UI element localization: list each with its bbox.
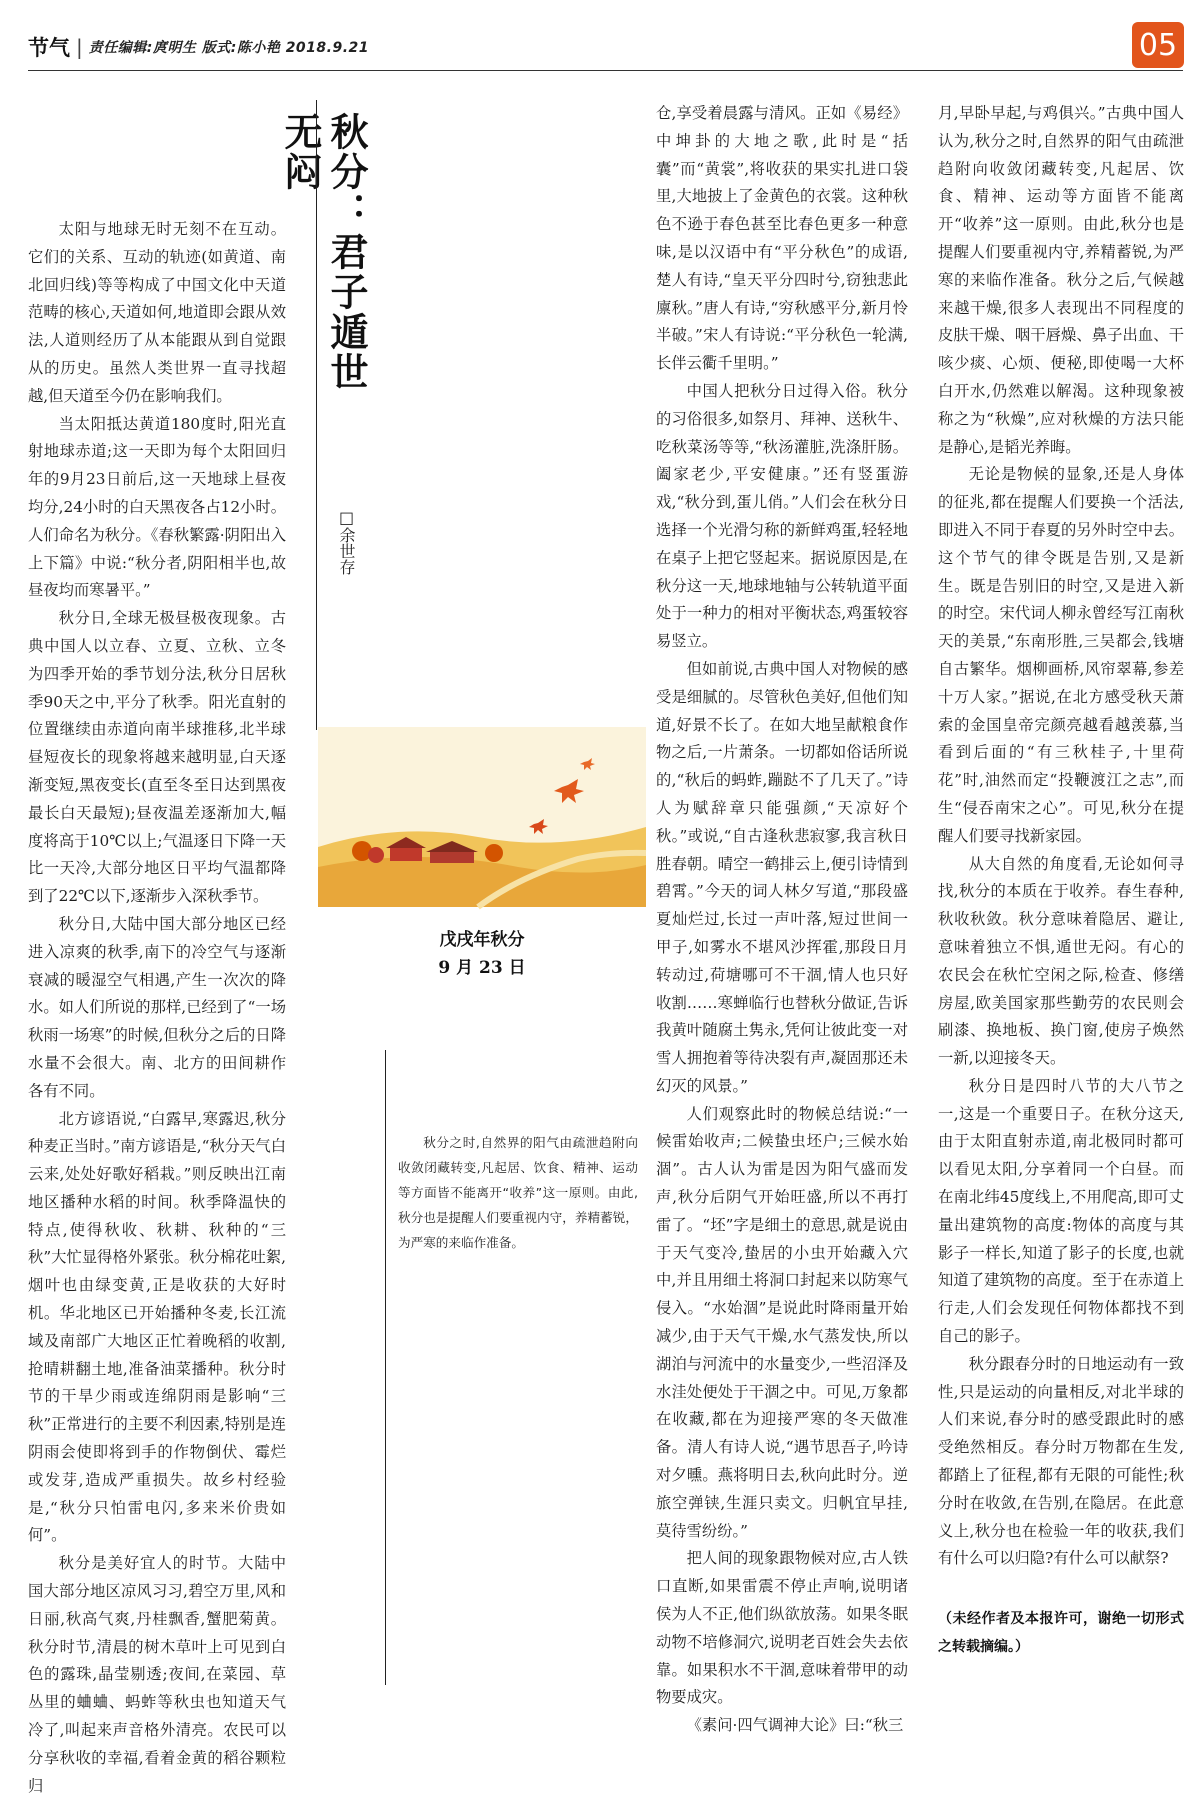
text-column-3 — [656, 100, 908, 1735]
text-column-4 — [938, 100, 1184, 1590]
text-column-1 — [28, 216, 286, 1795]
page-number-badge: 05 — [1132, 22, 1184, 68]
pull-quote-text: 秋分之时,自然界的阳气由疏泄趋附向收敛闭藏转变,凡起居、饮食、精神、运动等方面皆不能离开“收养”这一原则。由此,秋分也是提醒人们要重视内守，养精蓄锐，为严寒的来临作准备。 — [398, 1135, 638, 1250]
paragraph: 无论是物候的显象,还是人身体的征兆,都在提醒人们要换一个活法,即进入不同于春夏的另外时空中去。这个节气的律令既是告别,又是新生。既是告别旧的时空,又是进入新的时空。宋代词人柳永曾经写江南秋天的美景,“东南形胜,三吴都会,钱塘自古繁华。烟柳画桥,风帘翠幕,参差十万人家。”据说,在北方感受秋天萧索的金国皇帝完颜亮越看越羡慕,当看到后面的“有三秋桂子,十里荷花”时,油然而定“投鞭渡江之志”,而生“侵吞南宋之心”。可见,秋分在提醒人们要寻找新家园。 — [938, 465, 1184, 845]
paragraph: 太阳与地球无时无刻不在互动。它们的关系、互动的轨迹(如黄道、南北回归线)等等构成了中国文化中天道范畴的核心,天道如何,地道即会跟从效法,人道则经历了从本能跟从到自觉跟从的历史。虽然人类世界一直寻找超越,但天道至今仍在影响我们。 — [28, 220, 286, 405]
paragraph: 月,早卧早起,与鸡俱兴。”古典中国人认为,秋分之时,自然界的阳气由疏泄趋附向收敛闭藏转变,凡起居、饮食、精神、运动等方面皆不能离开“收养”这一原则。由此,秋分也是提醒人们要重视内守,养精蓄锐,为严寒的来临作准备。秋分之后,气候越来越干燥,很多人表现出不同程度的皮肤干燥、咽干唇燥、鼻子出血、干咳少痰、心烦、便秘,即使喝一大杯白开水,仍然难以解渴。这种现象被称之为“秋燥”,应对秋燥的方法只能是静心,是韬光养晦。 — [938, 104, 1184, 456]
column-divider-left — [316, 100, 317, 730]
paragraph: 中国人把秋分日过得入俗。秋分的习俗很多,如祭月、拜神、送秋牛、吃秋菜汤等等,“秋汤灌脏,洗涤肝肠。阖家老少,平安健康。”还有竖蛋游戏,“秋分到,蛋儿俏。”人们会在秋分日选择一个光滑匀称的新鲜鸡蛋,轻轻地在桌子上把它竖起来。据说原因是,在秋分这一天,地球地轴与公转轨道平面处于一种力的相对平衡状态,鸡蛋较容易竖立。 — [656, 381, 908, 651]
author-byline: □余世存 — [337, 508, 356, 575]
paragraph: 人们观察此时的物候总结说:“一候雷始收声;二候蛰虫坯户;三候水始涸”。古人认为雷是因为阳气盛而发声,秋分后阴气开始旺盛,所以不再打雷了。“坯”字是细土的意思,就是说由于天气变冷,蛰居的小虫开始藏入穴中,并且用细土将洞口封起来以防寒气侵入。“水始涸”是说此时降雨量开始减少,由于天气干燥,水气蒸发快,所以湖泊与河流中的水量变少,一些沼泽及水洼处便处于干涸之中。可见,万象都在收藏,都在为迎接严寒的冬天做准备。清人有诗人说,“遇节思吾子,吟诗对夕曛。燕将明日去,秋向此时分。逆旅空弹铗,生涯只卖文。归帆宜早挂,莫待雪纷纷。” — [656, 1104, 908, 1540]
editor-line: 责任编辑:庹明生 版式:陈小艳 2018.9.21 — [88, 40, 370, 56]
column-divider-lower — [385, 1050, 386, 1685]
autumn-landscape-illustration — [318, 727, 646, 907]
paragraph: 从大自然的角度看,无论如何寻找,秋分的本质在于收养。春生春种,秋收秋敛。秋分意味着隐居、避让,意味着独立不惧,遁世无闷。有心的农民会在秋忙空闲之际,检查、修缮房屋,欧美国家那些勤劳的农民则会刷漆、换地板、换门窗,使房子焕然一新,以迎接冬天。 — [938, 854, 1184, 1068]
paragraph: 《素问·四气调神大论》曰:“秋三 — [686, 1716, 904, 1735]
paragraph: 仓,享受着晨露与清风。正如《易经》中坤卦的大地之歌,此时是“括囊”而“黄裳”,将收获的果实扎进口袋里,大地披上了金黄色的衣裳。这种秋色不逊于春色甚至比春色更多一种意味,是以汉语中有“平分秋色”的成语,楚人有诗,“皇天平分四时兮,窃独悲此廪秋。”唐人有诗,“穷秋感平分,新月怜半破。”宋人有诗说:“平分秋色一轮满,长伴云衢千里明。” — [656, 104, 908, 373]
date-caption — [318, 926, 646, 982]
date-caption-line1: 戊戌年秋分 — [439, 930, 525, 950]
paragraph: 秋分日,全球无极昼极夜现象。古典中国人以立春、立夏、立秋、立冬为四季开始的季节划分法,秋分日居秋季90天之中,平分了秋季。阳光直射的位置继续由赤道向南半球推移,北半球昼短夜长的现象将越来越明显,白天逐渐变短,黑夜变长(直至冬至日达到黑夜最长白天最短);昼夜温差逐渐加大,幅度将高于10℃以上;气温逐日下降一天比一天冷,大部分地区日平均气温都降到了22℃以下,逐渐步入深秋季节。 — [28, 609, 286, 906]
paragraph: 把人间的现象跟物候对应,古人铁口直断,如果雷震不停止声响,说明诸侯为人不正,他们纵欲放荡。如果冬眠动物不培修洞穴,说明老百姓会失去依靠。如果积水不干涸,意味着带甲的动物要成灾。 — [656, 1549, 908, 1707]
page-header — [28, 30, 1128, 64]
paragraph: 当太阳抵达黄道180度时,阳光直射地球赤道;这一天即为每个太阳回归年的9月23日前后,这一天地球上昼夜均分,24小时的白天黑夜各占12小时。人们命名为秋分。《春秋繁露·阴阳出入上下篇》中说:“秋分者,阴阳相半也,故昼夜均而寒暑平。” — [28, 414, 286, 600]
paragraph: 但如前说,古典中国人对物候的感受是细腻的。尽管秋色美好,但他们知道,好景不长了。在如大地呈献粮食作物之后,一片萧条。一切都如俗话所说的,“秋后的蚂蚱,蹦跶不了几天了。”诗人为赋辞章只能强颜,“天凉好个秋。”或说,“自古逢秋悲寂寥,我言秋日胜春朝。晴空一鹤排云上,便引诗情到碧霄。”今天的词人林夕写道,“那段盛夏灿烂过,长过一声叶落,短过世间一甲子,如雾水不堪风沙挥霍,那段日月转动过,荷塘哪可不干涸,情人也只好收割……寒蝉临行也替秋分做证,告诉我黄叶随腐土隽永,凭何让彼此变一对雪人拥抱着等待决裂有声,凝固那还未幻灭的风景。” — [656, 659, 908, 1095]
section-name: 节气 — [28, 36, 70, 60]
paragraph: 秋分跟春分时的日地运动有一致性,只是运动的向量相反,对北半球的人们来说,春分时的感受跟此时的感受绝然相反。春分时万物都在生发,都踏上了征程,都有无限的可能性;秋分时在收敛,在告别,在隐居。在此意义上,秋分也在检验一年的收获,我们有什么可以归隐?有什么可以献祭? — [938, 1354, 1184, 1568]
pull-quote — [398, 1130, 638, 1255]
article-title: 秋分：君子遁世无闷 — [278, 112, 369, 392]
date-caption-line2: 9 月 23 日 — [438, 958, 526, 978]
copyright-notice: （未经作者及本报许可，谢绝一切形式之转载摘编。） — [938, 1611, 1184, 1655]
header-separator: | — [76, 35, 83, 59]
paragraph: 北方谚语说,“白露早,寒露迟,秋分种麦正当时。”南方谚语是,“秋分天气白云来,处处好歌好稻栽。”则反映出江南地区播种水稻的时间。秋季降温快的特点,使得秋收、秋耕、秋种的“三秋”大忙显得格外紧张。秋分棉花吐絮,烟叶也由绿变黄,正是收获的大好时机。华北地区已开始播种冬麦,长江流域及南部广大地区正忙着晚稻的收割,抢晴耕翻土地,准备油菜播种。秋分时节的干旱少雨或连绵阴雨是影响“三秋”正常进行的主要不利因素,特别是连阴雨会使即将到手的作物倒伏、霉烂或发芽,造成严重损失。故乡村经验是,“秋分只怕雷电闪,多来米价贵如何”。 — [28, 1109, 286, 1545]
paragraph: 秋分是美好宜人的时节。大陆中国大部分地区凉风习习,碧空万里,风和日丽,秋高气爽,丹桂飘香,蟹肥菊黄。秋分时节,清晨的树木草叶上可见到白色的露珠,晶莹剔透;夜间,在菜园、草丛里的蛐蛐、蚂蚱等秋虫也知道天气冷了,叫起来声音格外清亮。农民可以分享秋收的幸福,看着金黄的稻谷颗粒归 — [28, 1554, 286, 1795]
paragraph: 秋分日是四时八节的大八节之一,这是一个重要日子。在秋分这天,由于太阳直射赤道,南北极同时都可以看见太阳,分享着同一个白昼。而在南北纬45度线上,不用爬高,即可丈量出建筑物的高度:物体的高度与其影子一样长,知道了影子的长度,也就知道了建筑物的高度。至于在赤道上行走,人们会发现任何物体都找不到自己的影子。 — [938, 1076, 1184, 1346]
paragraph: 秋分日,大陆中国大部分地区已经进入凉爽的秋季,南下的冷空气与逐渐衰减的暖湿空气相遇,产生一次次的降水。如人们所说的那样,已经到了“一场秋雨一场寒”的时候,但秋分之后的日降水量不会很大。南、北方的田间耕作各有不同。 — [28, 914, 286, 1100]
header-divider — [28, 70, 1183, 71]
